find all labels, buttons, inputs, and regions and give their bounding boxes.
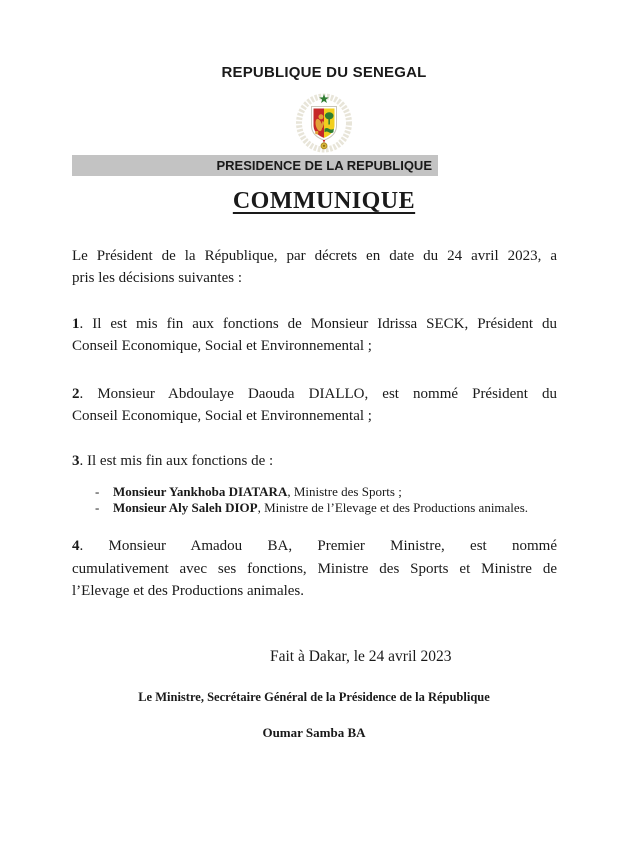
minister-name: Monsieur Yankhoba DIATARA (113, 484, 288, 499)
decree-4-text: . Monsieur Amadou BA, Premier Ministre, est nommé (79, 538, 557, 554)
decree-2-line-1 (72, 383, 557, 405)
document-body (72, 245, 557, 603)
decree-4-line-1 (72, 535, 557, 558)
minister-list-item (72, 484, 557, 500)
decree-3-line-1 (72, 450, 557, 472)
decree-1-number: 1 (72, 316, 80, 332)
presidency-banner-label: PRESIDENCE DE LA REPUBLIQUE (216, 158, 432, 173)
decree-item-4 (72, 535, 557, 603)
decree-item-1 (72, 313, 557, 357)
minister-list-item (72, 500, 557, 516)
communique-title-text: COMMUNIQUE (232, 188, 416, 214)
decree-item-3 (72, 450, 557, 472)
decree-3-number: 3 (72, 453, 80, 469)
decree-item-2 (72, 383, 557, 427)
decree-2-number: 2 (72, 386, 80, 402)
intro-line-2: pris les décisions suivantes : (72, 270, 242, 286)
signatory-name: Oumar Samba BA (262, 725, 366, 740)
place-and-date: Fait à Dakar, le 24 avril 2023 (270, 648, 452, 665)
communique-title (20, 188, 628, 215)
country-header: REPUBLIQUE DU SENEGAL (221, 64, 427, 81)
minister-name: Monsieur Aly Saleh DIOP (113, 499, 258, 515)
ministers-list (72, 484, 557, 515)
decree-4-number: 4 (72, 538, 80, 554)
intro-paragraph (72, 245, 557, 289)
decree-2-text: . Monsieur Abdoulaye Daouda DIALLO, est nommé Président du (79, 386, 557, 402)
decree-1-line-2: Conseil Economique, Social et Environnemental ; (72, 338, 372, 354)
decree-1-text: . Il est mis fin aux fonctions de Monsieur Idrissa SECK, Président du (79, 316, 557, 332)
senegal-coat-of-arms-icon (296, 92, 352, 153)
decree-4-line-3: l’Elevage et des Productions animales. (72, 583, 305, 599)
decree-3-text: . Il est mis fin aux fonctions de : (79, 453, 274, 469)
decree-2-line-2: Conseil Economique, Social et Environnemental ; (72, 408, 372, 424)
minister-role: , Ministre de l’Elevage et des Productions animales. (257, 499, 528, 515)
decree-1-line-1 (72, 313, 557, 335)
decree-4-line-2: cumulativement avec ses fonctions, Ministre des Sports et Ministre de (72, 560, 557, 577)
minister-role: , Ministre des Sports ; (287, 484, 402, 499)
intro-line-1: Le Président de la République, par décrets en date du 24 avril 2023, a (72, 248, 557, 264)
presidency-banner (72, 155, 438, 176)
signatory-title: Le Ministre, Secrétaire Général de la Présidence de la République (138, 690, 490, 704)
